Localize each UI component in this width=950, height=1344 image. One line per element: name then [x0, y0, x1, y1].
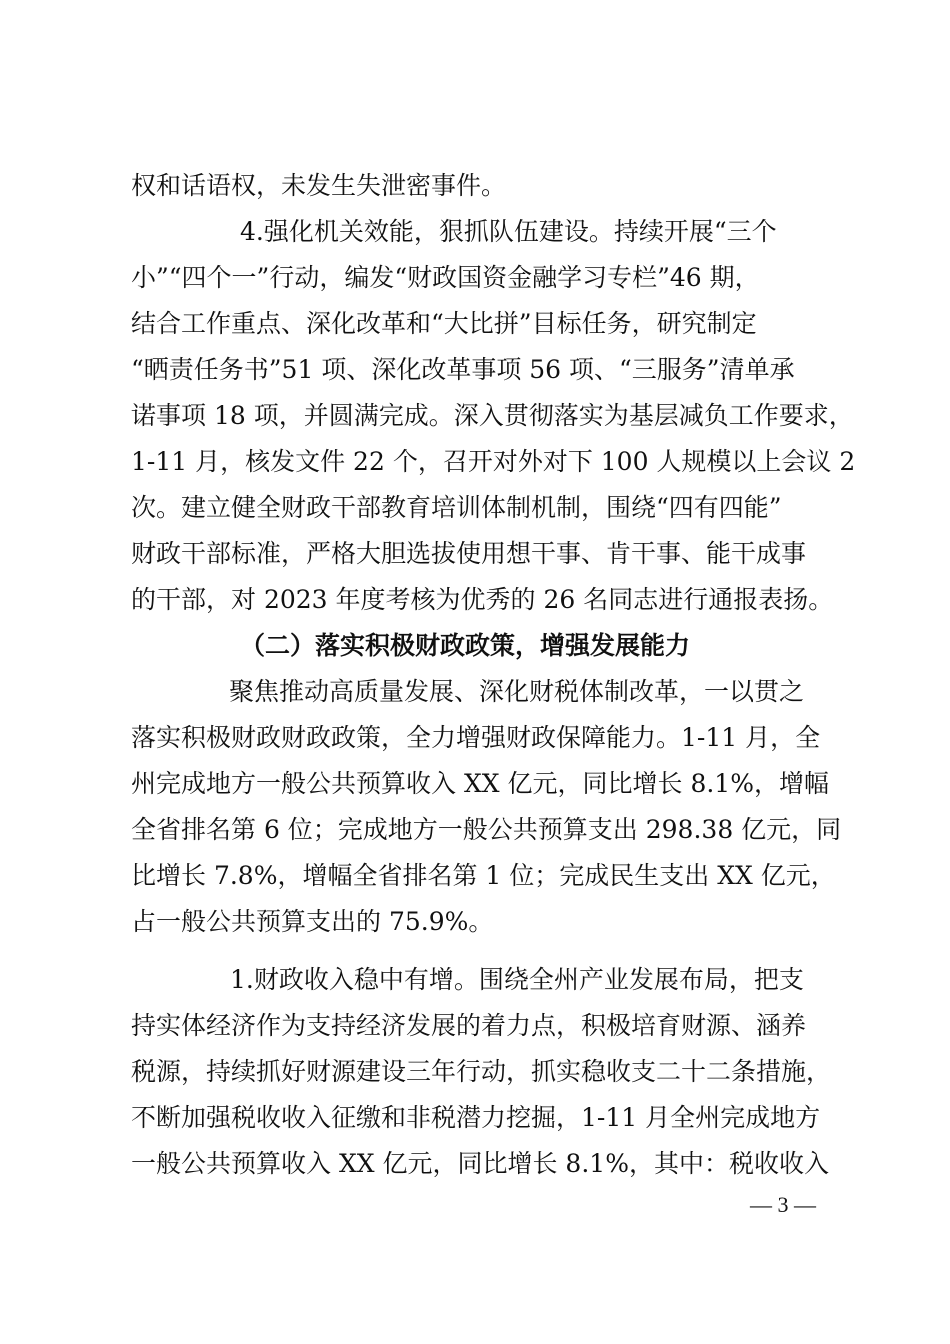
- paragraph-line-17: 1.财政收入稳中有增。围绕全州产业发展布局，把支: [230, 965, 804, 994]
- paragraph-line-19: 税源，持续抓好财源建设三年行动，抓实稳收支二十二条措施，: [131, 1057, 832, 1086]
- paragraph-line-13: 州完成地方一般公共预算收入 XX 亿元，同比增长 8.1%，增幅: [131, 769, 829, 798]
- paragraph-line-3: 小”“四个一”行动，编发“财政国资金融学习专栏”46 期，: [131, 263, 760, 292]
- paragraph-line-10: 的干部，对 2023 年度考核为优秀的 26 名同志进行通报表扬。: [131, 585, 834, 614]
- paragraph-line-18: 持实体经济作为支持经济发展的着力点，积极培育财源、涵养: [131, 1011, 807, 1040]
- paragraph-line-16: 占一般公共预算支出的 75.9%。: [131, 907, 494, 936]
- paragraph-line-2: 4.强化机关效能，狠抓队伍建设。持续开展“三个: [240, 217, 777, 246]
- paragraph-line-6: 诺事项 18 项，并圆满完成。深入贯彻落实为基层减负工作要求，: [131, 401, 854, 430]
- paragraph-line-15: 比增长 7.8%，增幅全省排名第 1 位；完成民生支出 XX 亿元，: [131, 861, 836, 890]
- paragraph-line-20: 不断加强税收收入征缴和非税潜力挖掘，1-11 月全州完成地方: [131, 1103, 821, 1132]
- paragraph-line-7: 1-11 月，核发文件 22 个，召开对外对下 100 人规模以上会议 2: [131, 447, 856, 476]
- paragraph-line-5: “晒责任务书”51 项、深化改革事项 56 项、“三服务”清单承: [131, 355, 795, 384]
- paragraph-line-14: 全省排名第 6 位；完成地方一般公共预算支出 298.38 亿元，同: [131, 815, 842, 844]
- paragraph-line-21: 一般公共预算收入 XX 亿元，同比增长 8.1%，其中：税收收入: [131, 1149, 829, 1178]
- paragraph-line-9: 财政干部标准，严格大胆选拔使用想干事、肯干事、能干成事: [131, 539, 807, 568]
- paragraph-line-1: 权和话语权，未发生失泄密事件。: [131, 171, 507, 200]
- paragraph-line-4: 结合工作重点、深化改革和“大比拼”目标任务，研究制定: [131, 309, 757, 338]
- page-number: — 3 —: [750, 1192, 816, 1217]
- paragraph-line-8: 次。建立健全财政干部教育培训体制机制，围绕“四有四能”: [131, 493, 782, 522]
- section-heading: （二）落实积极财政政策，增强发展能力: [240, 631, 691, 660]
- paragraph-line-12: 落实积极财政财政政策，全力增强财政保障能力。1-11 月，全: [131, 723, 821, 752]
- paragraph-line-11: 聚焦推动高质量发展、深化财税体制改革，一以贯之: [229, 677, 805, 706]
